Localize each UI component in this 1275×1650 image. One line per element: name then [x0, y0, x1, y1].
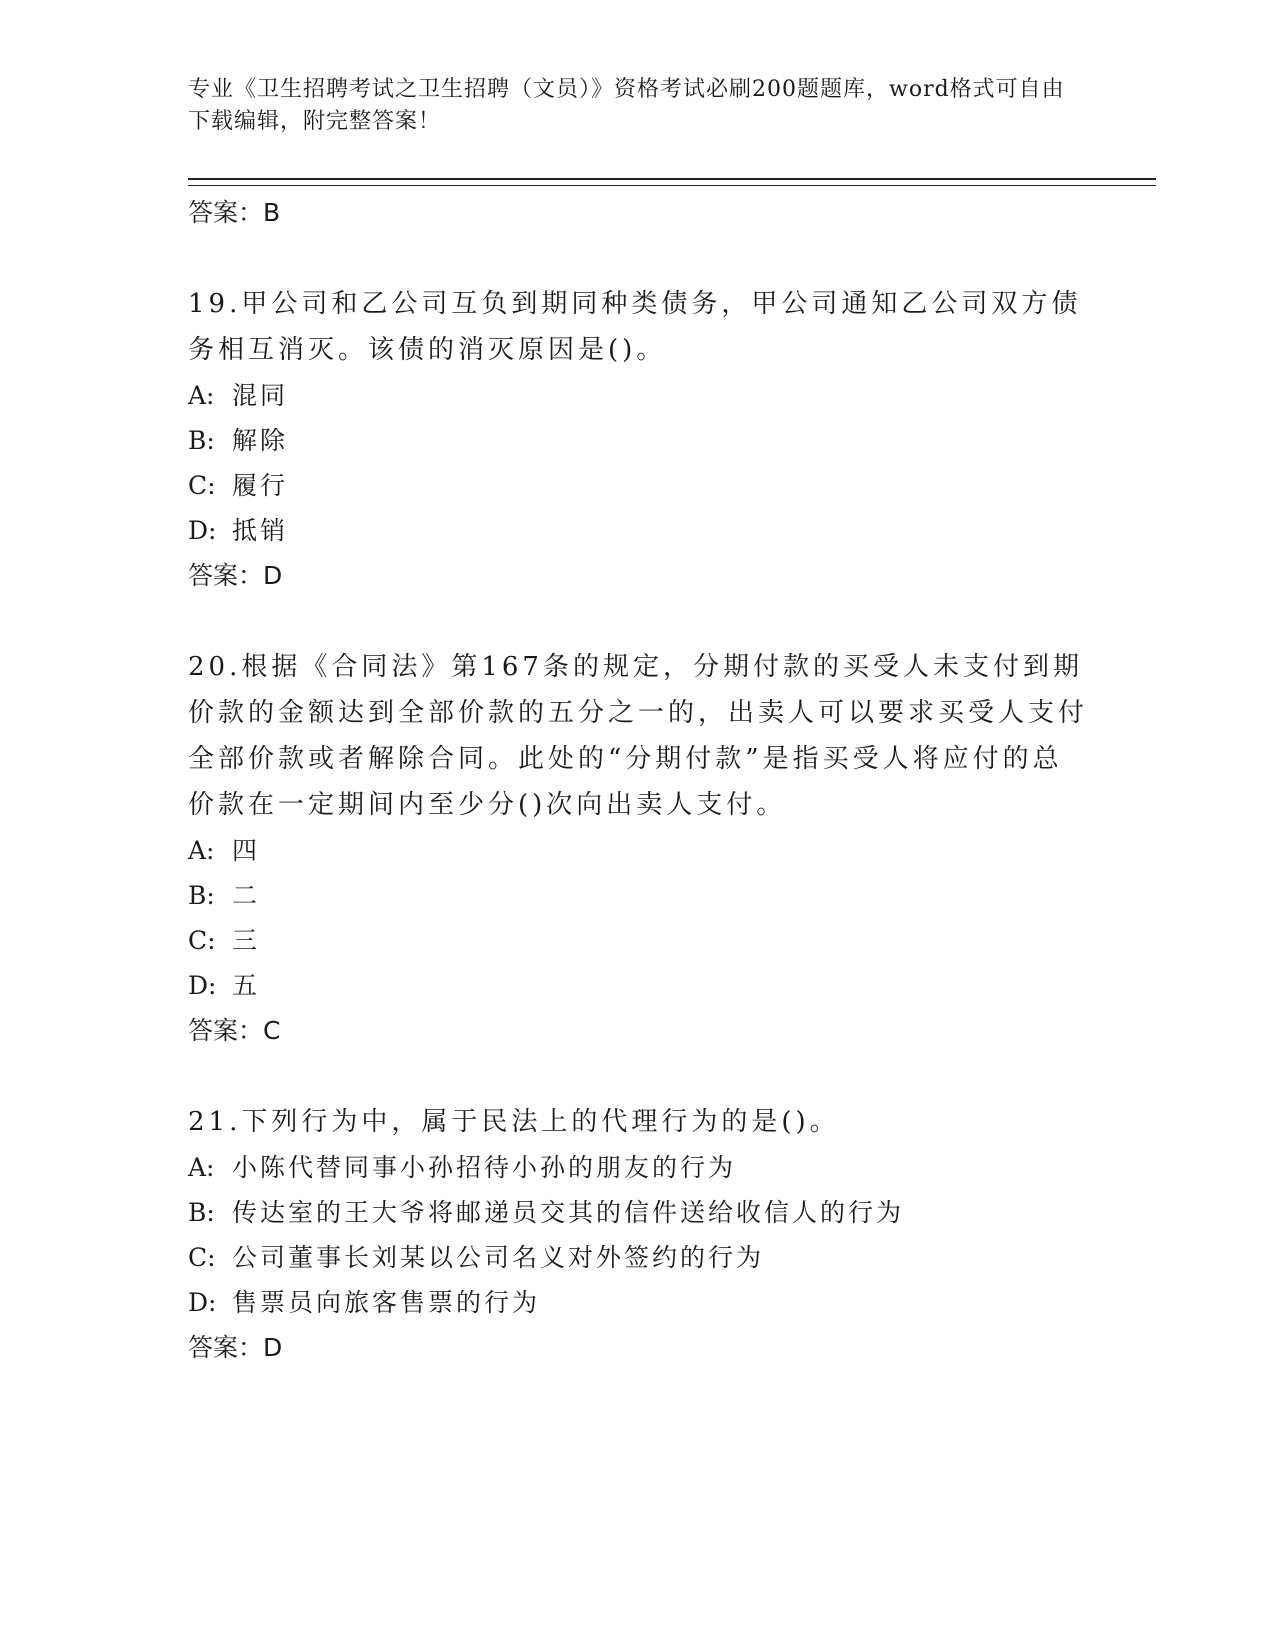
- option-a: [188, 373, 1088, 418]
- question-item: [188, 644, 1088, 1054]
- option-c: [188, 1235, 1088, 1280]
- page-header: 专业《卫生招聘考试之卫生招聘（文员）》资格考试必刷200题题库，word格式可自由下载编辑，附完整答案！: [188, 77, 1065, 134]
- option-d: [188, 1280, 1088, 1325]
- option-text: 二: [232, 881, 261, 910]
- option-letter: C:: [188, 926, 216, 955]
- option-text: 售票员向旅客售票的行为: [232, 1288, 541, 1317]
- option-letter: B:: [188, 1198, 215, 1227]
- option-letter: D:: [188, 1288, 217, 1317]
- option-letter: B:: [188, 881, 215, 910]
- option-c: [188, 918, 1088, 963]
- answer-label: 答案：B: [188, 198, 281, 227]
- question-text: 21.下列行为中，属于民法上的代理行为的是()。: [188, 1107, 840, 1137]
- question-item: [188, 1099, 1088, 1371]
- question-text: 19.甲公司和乙公司互负到期同种类债务，甲公司通知乙公司双方债务相互消灭。该债的消灭原因是()。: [188, 289, 1082, 365]
- option-b: [188, 1190, 1088, 1235]
- option-letter: A:: [188, 836, 215, 865]
- option-text: 传达室的王大爷将邮递员交其的信件送给收信人的行为: [232, 1198, 905, 1227]
- option-letter: D:: [188, 971, 217, 1000]
- option-text: 五: [232, 971, 261, 1000]
- question-list: [188, 190, 1088, 1371]
- option-text: 四: [232, 836, 261, 865]
- answer-label: 答案：D: [188, 561, 283, 590]
- option-d: [188, 508, 1088, 553]
- header-divider: [188, 178, 1156, 186]
- question-text: 20.根据《合同法》第167条的规定，分期付款的买受人未支付到期价款的金额达到全部价款的五分之一的，出卖人可以要求买受人支付全部价款或者解除合同。此处的“分期付款”是指买受人将应付的总价款在一定期间内至少分()次向出卖人支付。: [188, 652, 1089, 820]
- option-letter: B:: [188, 426, 215, 455]
- option-text: 三: [232, 926, 261, 955]
- option-letter: C:: [188, 471, 216, 500]
- option-letter: D:: [188, 516, 217, 545]
- option-letter: A:: [188, 1153, 215, 1182]
- answer-label: 答案：D: [188, 1333, 283, 1362]
- option-letter: A:: [188, 381, 215, 410]
- option-letter: C:: [188, 1243, 216, 1272]
- question-item: [188, 281, 1088, 599]
- option-b: [188, 418, 1088, 463]
- option-b: [188, 873, 1088, 918]
- option-c: [188, 463, 1088, 508]
- option-text: 抵销: [232, 516, 289, 545]
- answer-label: 答案：C: [188, 1016, 281, 1045]
- option-text: 混同: [232, 381, 289, 410]
- option-text: 小陈代替同事小孙招待小孙的朋友的行为: [232, 1153, 737, 1182]
- option-text: 公司董事长刘某以公司名义对外签约的行为: [232, 1243, 765, 1272]
- option-text: 履行: [232, 471, 289, 500]
- option-a: [188, 1145, 1088, 1190]
- option-text: 解除: [232, 426, 289, 455]
- option-d: [188, 963, 1088, 1008]
- option-a: [188, 828, 1088, 873]
